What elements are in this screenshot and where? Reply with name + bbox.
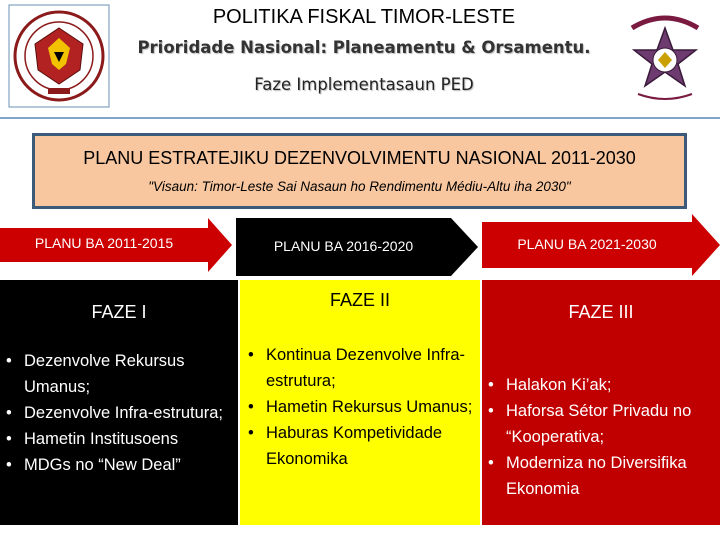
header-divider (0, 117, 720, 119)
phase-1-panel (0, 280, 238, 525)
plan-arrow-label: PLANU BA 2016-2020 (273, 238, 414, 254)
list-item: • Haburas Kompetividade Ekonomika (248, 420, 474, 472)
strategic-plan-box (32, 133, 687, 209)
phase-2-panel (240, 280, 480, 525)
plan-arrow-2011-2015 (0, 218, 232, 272)
list-item: • Dezenvolve Infra-estrutura; (6, 400, 232, 426)
strategic-plan-vision: "Visaun: Timor-Leste Sai Nasaun ho Rendimentu Médiu-Altu iha 2030" (148, 179, 571, 194)
list-item: • Hametin Institusoens (6, 426, 232, 452)
list-item: • Moderniza no Diversifika Ekonomia (488, 450, 716, 502)
plan-arrow-label: PLANU BA 2011-2015 (34, 235, 174, 251)
phase-3-list (488, 372, 716, 502)
phase-2-list (248, 342, 474, 472)
page-subtitle-phase: Faze Implementasaun PED (254, 75, 474, 94)
phase-1-list (6, 348, 232, 478)
phase-3-title: FAZE III (568, 302, 634, 322)
list-item: • Haforsa Sétor Privadu no “Kooperativa; (488, 398, 716, 450)
list-item: • Halakon Ki’ak; (488, 372, 716, 398)
plan-arrow-2021-2030 (482, 214, 720, 276)
phase-3-panel (482, 280, 720, 525)
page-subtitle-priority: Prioridade Nasional: Planeamentu & Orsamentu. (137, 38, 591, 57)
list-item: • Dezenvolve Rekursus Umanus; (6, 348, 232, 400)
phase-2-title: FAZE II (329, 290, 390, 310)
strategic-plan-title: PLANU ESTRATEJIKU DEZENVOLVIMENTU NASIONAL 2011-2030 (83, 148, 636, 168)
phase-1-title: FAZE I (91, 302, 147, 322)
list-item: • Hametin Rekursus Umanus; (248, 394, 474, 420)
list-item: • MDGs no “New Deal” (6, 452, 232, 478)
plan-arrow-label: PLANU BA 2021-2030 (517, 236, 657, 252)
ministry-finance-star-seal-icon (618, 6, 712, 106)
national-emblem-seal-icon (8, 4, 110, 108)
list-item: • Kontinua Dezenvolve Infra-estrutura; (248, 342, 474, 394)
plan-arrow-2016-2020 (236, 218, 478, 276)
page-title: POLITIKA FISKAL TIMOR-LESTE (212, 6, 516, 28)
